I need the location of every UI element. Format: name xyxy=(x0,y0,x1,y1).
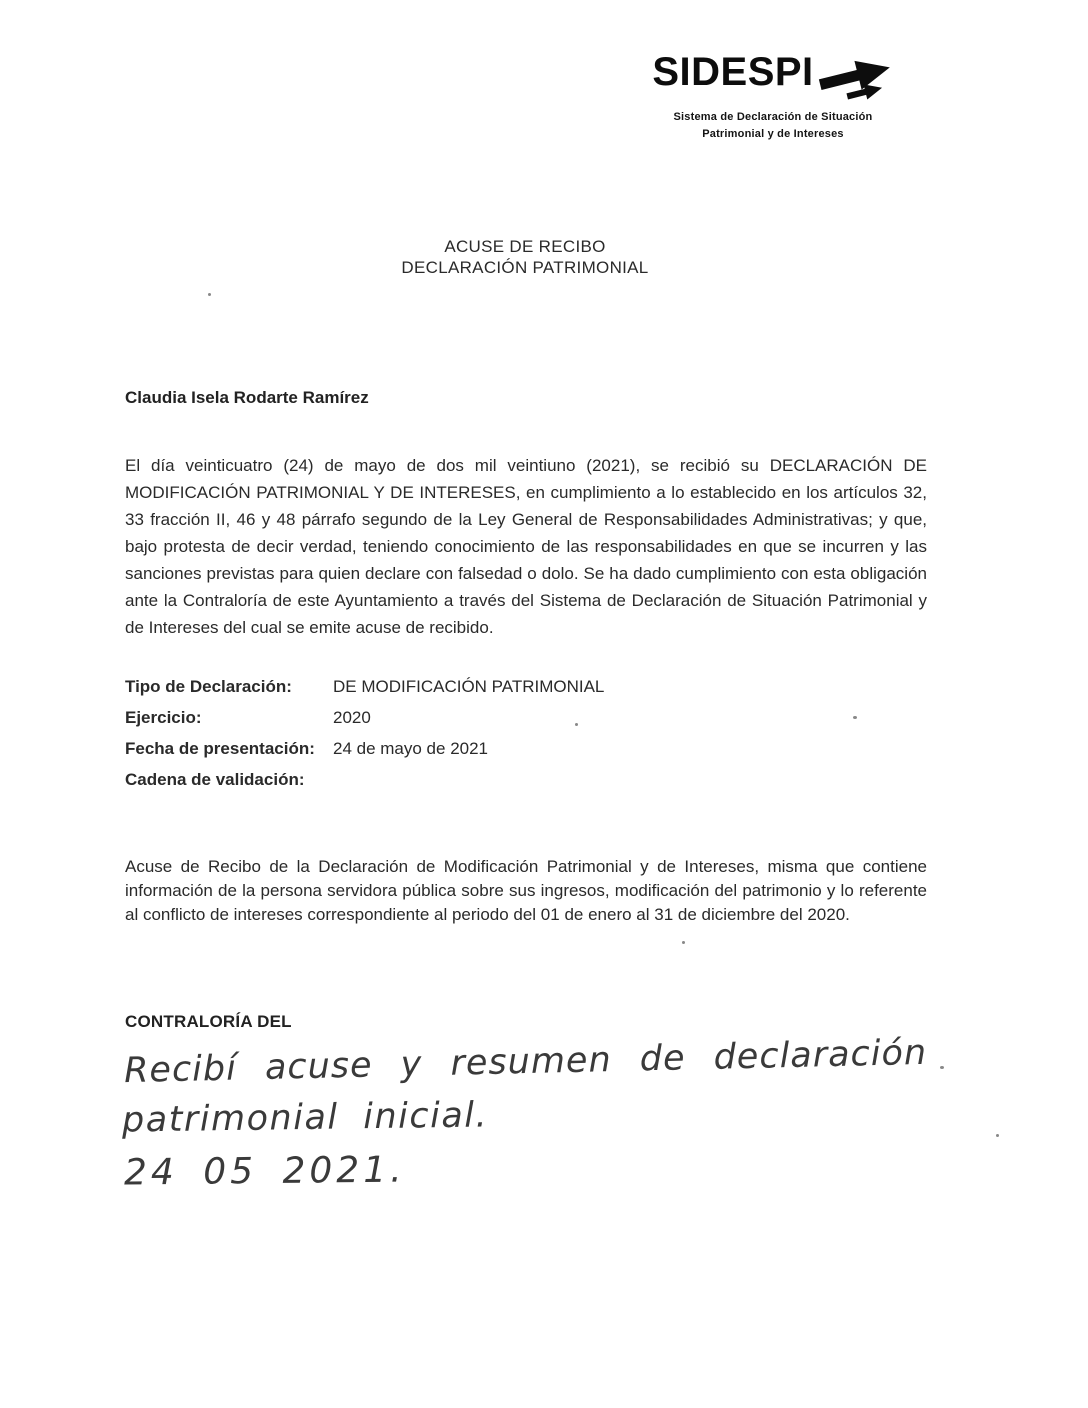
double-arrow-icon xyxy=(816,50,894,107)
field-label-ejercicio: Ejercicio: xyxy=(125,708,202,727)
field-label-fecha: Fecha de presentación: xyxy=(125,739,315,758)
recipient-name: Claudia Isela Rodarte Ramírez xyxy=(125,388,369,407)
field-row-ejercicio xyxy=(125,708,925,728)
signature-heading: CONTRALORÍA DEL xyxy=(125,1012,292,1031)
handwritten-line3: 24 05 2021. xyxy=(123,1149,406,1194)
scan-speck xyxy=(575,723,578,726)
sidespi-logo xyxy=(640,50,906,141)
scan-speck xyxy=(940,1066,944,1069)
scan-speck xyxy=(996,1134,999,1137)
field-row-tipo xyxy=(125,677,925,697)
field-value-tipo: DE MODIFICACIÓN PATRIMONIAL xyxy=(333,677,605,696)
field-label-tipo: Tipo de Declaración: xyxy=(125,677,292,696)
field-row-cadena xyxy=(125,770,925,790)
document-title xyxy=(125,236,925,278)
logo-tagline-line1: Sistema de Declaración de Situación xyxy=(673,111,873,123)
body-paragraph: El día veinticuatro (24) de mayo de dos mil veintiuno (2021), se recibió su DECLARACIÓN DE MODIFICACIÓN PATRIMONIAL Y DE INTERESES, en cumplimiento a lo establecido en los artículos 32, 33 fracción II, 46 y 48 párrafo segundo de la Ley General de Responsabilidades Administrativas; y que, bajo protesta de decir verdad, teniendo conocimiento de las responsabilidades en que se incurren y las sanciones previstas para quien declare con falsedad o dolo. Se ha dado cumplimiento con esta obligación ante la Contraloría de este Ayuntamiento a través del Sistema de Declaración de Situación Patrimonial y de Intereses del cual se emite acuse de recibido. xyxy=(125,456,927,637)
field-value-fecha: 24 de mayo de 2021 xyxy=(333,739,489,758)
field-value-ejercicio: 2020 xyxy=(333,708,371,727)
handwritten-line2: patrimonial inicial. xyxy=(121,1095,489,1141)
logo-tagline-line2: Patrimonial y de Intereses xyxy=(702,128,844,140)
title-line2: DECLARACIÓN PATRIMONIAL xyxy=(401,258,649,277)
logo-wordmark: SIDESPI xyxy=(652,50,814,94)
scan-speck xyxy=(853,716,857,719)
scan-speck xyxy=(682,941,685,944)
declaration-fields xyxy=(125,677,925,801)
title-line1: ACUSE DE RECIBO xyxy=(444,237,606,256)
field-row-fecha xyxy=(125,739,925,759)
summary-paragraph: Acuse de Recibo de la Declaración de Modificación Patrimonial y de Intereses, misma que contiene información de la persona servidora pública sobre sus ingresos, modificación del patrimonio y lo referente al conflicto de intereses correspondiente al periodo del 01 de enero al 31 de diciembre del 2020. xyxy=(125,857,927,924)
handwritten-line1: Recibí acuse y resumen de declaración xyxy=(123,1032,928,1092)
field-label-cadena: Cadena de validación: xyxy=(125,770,305,789)
scan-speck xyxy=(208,293,211,296)
